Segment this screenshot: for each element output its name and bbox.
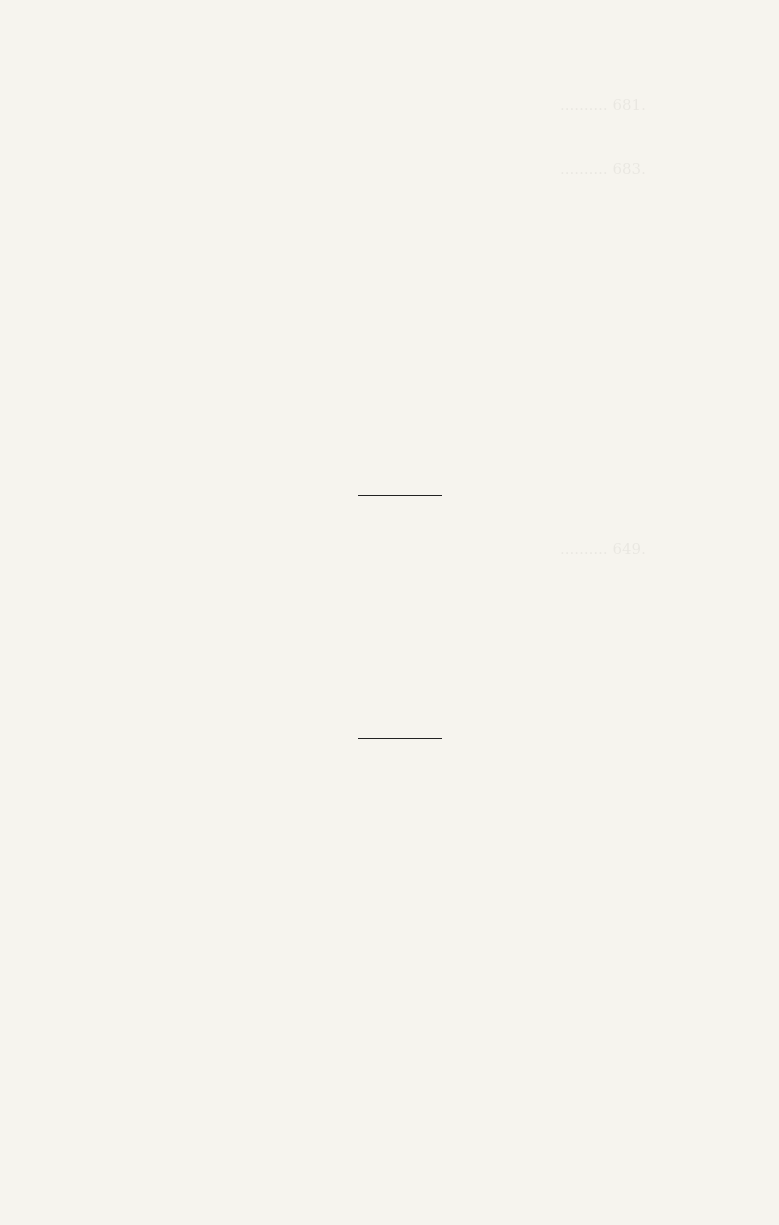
bleed-through-text: .......... 683. [560,160,646,178]
bleed-through-text: .......... 681. [560,96,646,114]
section-divider [358,495,442,496]
section-divider [358,738,442,739]
bleed-through-text: .......... 649. [560,540,646,558]
